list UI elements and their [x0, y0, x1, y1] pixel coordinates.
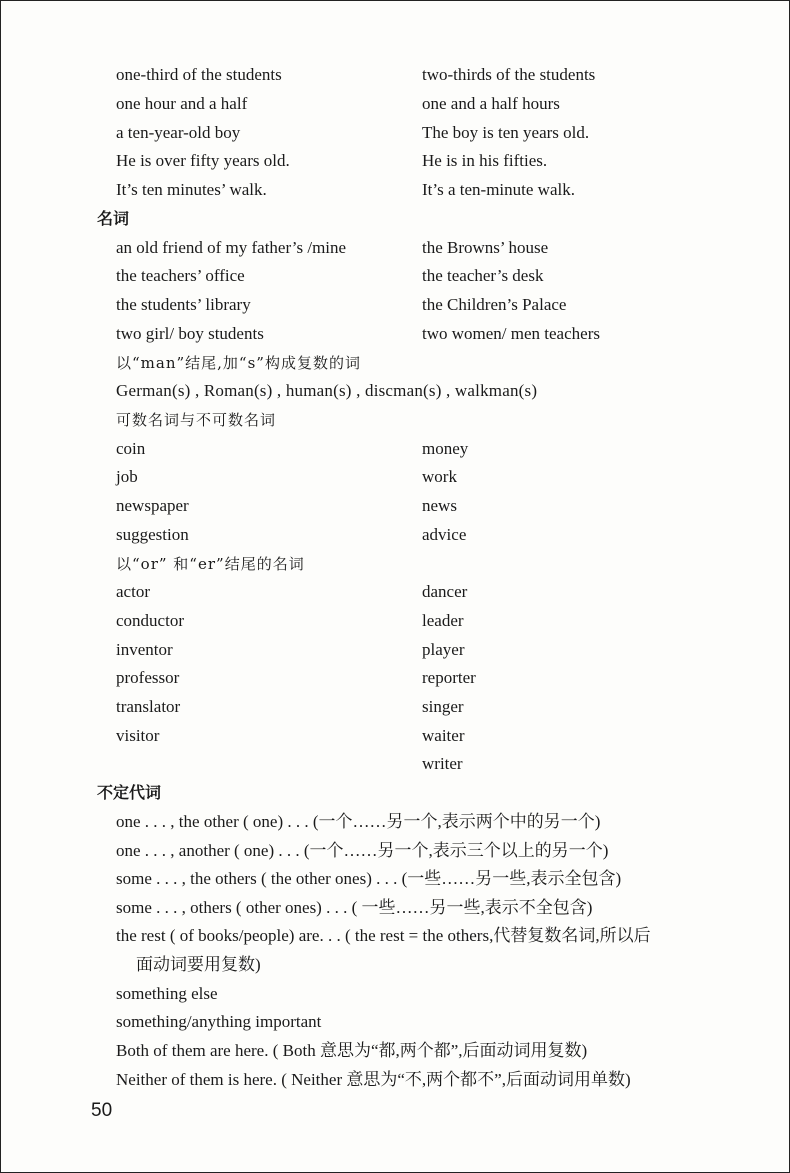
- possessive-left-4: two girl/ boy students: [116, 324, 264, 343]
- countable-right-4: advice: [422, 525, 467, 544]
- or-er-right-6: waiter: [422, 726, 465, 745]
- possessive-left-3: the students’ library: [116, 295, 251, 314]
- or-er-right-1: dancer: [422, 582, 468, 601]
- or-er-right-2: leader: [422, 611, 464, 630]
- numeral-left-5: It’s ten minutes’ walk.: [116, 180, 267, 199]
- noun-section-heading: 名词: [97, 209, 130, 228]
- pronoun-line-1: one . . . , the other ( one) . . . (一个……另一个,表示两个中的另一个): [116, 812, 601, 831]
- possessive-right-3: the Children’s Palace: [422, 295, 567, 314]
- countable-left-3: newspaper: [116, 496, 189, 515]
- pronoun-line-9: Neither of them is here. ( Neither 意思为“不,两个都不”,后面动词用单数): [116, 1070, 631, 1089]
- page-number: 50: [91, 1100, 113, 1121]
- countable-left-1: coin: [116, 439, 146, 458]
- pronoun-section-heading: 不定代词: [97, 783, 162, 802]
- countable-right-1: money: [422, 439, 469, 458]
- or-er-left-2: conductor: [116, 611, 184, 630]
- or-er-left-6: visitor: [116, 726, 160, 745]
- possessive-left-2: the teachers’ office: [116, 266, 245, 285]
- numeral-left-2: one hour and a half: [116, 94, 248, 113]
- countable-left-4: suggestion: [116, 525, 189, 544]
- numeral-left-3: a ten-year-old boy: [116, 123, 241, 142]
- man-plural-words: German(s) , Roman(s) , human(s) , discman(s) , walkman(s): [116, 381, 538, 400]
- numeral-right-2: one and a half hours: [422, 94, 560, 113]
- pronoun-line-4: some . . . , others ( other ones) . . . ( 一些……另一些,表示不全包含): [116, 898, 593, 917]
- or-er-left-1: actor: [116, 582, 150, 601]
- or-er-note: 以“or” 和“er”结尾的名词: [116, 555, 305, 573]
- countable-left-2: job: [116, 467, 138, 486]
- or-er-right-7: writer: [422, 754, 463, 773]
- pronoun-line-5: the rest ( of books/people) are. . . ( the rest = the others,代替复数名词,所以后: [116, 926, 651, 945]
- or-er-right-5: singer: [422, 697, 464, 716]
- possessive-left-1: an old friend of my father’s /mine: [116, 238, 347, 257]
- pronoun-line-6: something else: [116, 984, 218, 1003]
- countable-right-2: work: [422, 467, 457, 486]
- numeral-left-4: He is over fifty years old.: [116, 151, 290, 170]
- or-er-left-4: professor: [116, 668, 180, 687]
- possessive-right-4: two women/ men teachers: [422, 324, 600, 343]
- numeral-right-5: It’s a ten-minute walk.: [422, 180, 575, 199]
- numeral-right-1: two-thirds of the students: [422, 65, 596, 84]
- numeral-right-4: He is in his fifties.: [422, 151, 548, 170]
- possessive-right-2: the teacher’s desk: [422, 266, 544, 285]
- or-er-left-5: translator: [116, 697, 181, 716]
- pronoun-line-8: Both of them are here. ( Both 意思为“都,两个都”,后面动词用复数): [116, 1041, 588, 1060]
- possessive-right-1: the Browns’ house: [422, 238, 549, 257]
- numeral-left-1: one-third of the students: [116, 65, 282, 84]
- pronoun-line-3: some . . . , the others ( the other ones) . . . (一些……另一些,表示全包含): [116, 869, 622, 888]
- pronoun-line-5-continued: 面动词要用复数): [136, 955, 261, 974]
- numeral-right-3: The boy is ten years old.: [422, 123, 590, 142]
- or-er-left-3: inventor: [116, 640, 173, 659]
- or-er-right-3: player: [422, 640, 465, 659]
- man-plural-note: 以“man”结尾,加“s”构成复数的词: [116, 354, 361, 372]
- countable-note: 可数名词与不可数名词: [116, 411, 277, 429]
- or-er-right-4: reporter: [422, 668, 476, 687]
- countable-right-3: news: [422, 496, 457, 515]
- pronoun-line-2: one . . . , another ( one) . . . (一个……另一个,表示三个以上的另一个): [116, 841, 609, 860]
- pronoun-line-7: something/anything important: [116, 1012, 322, 1031]
